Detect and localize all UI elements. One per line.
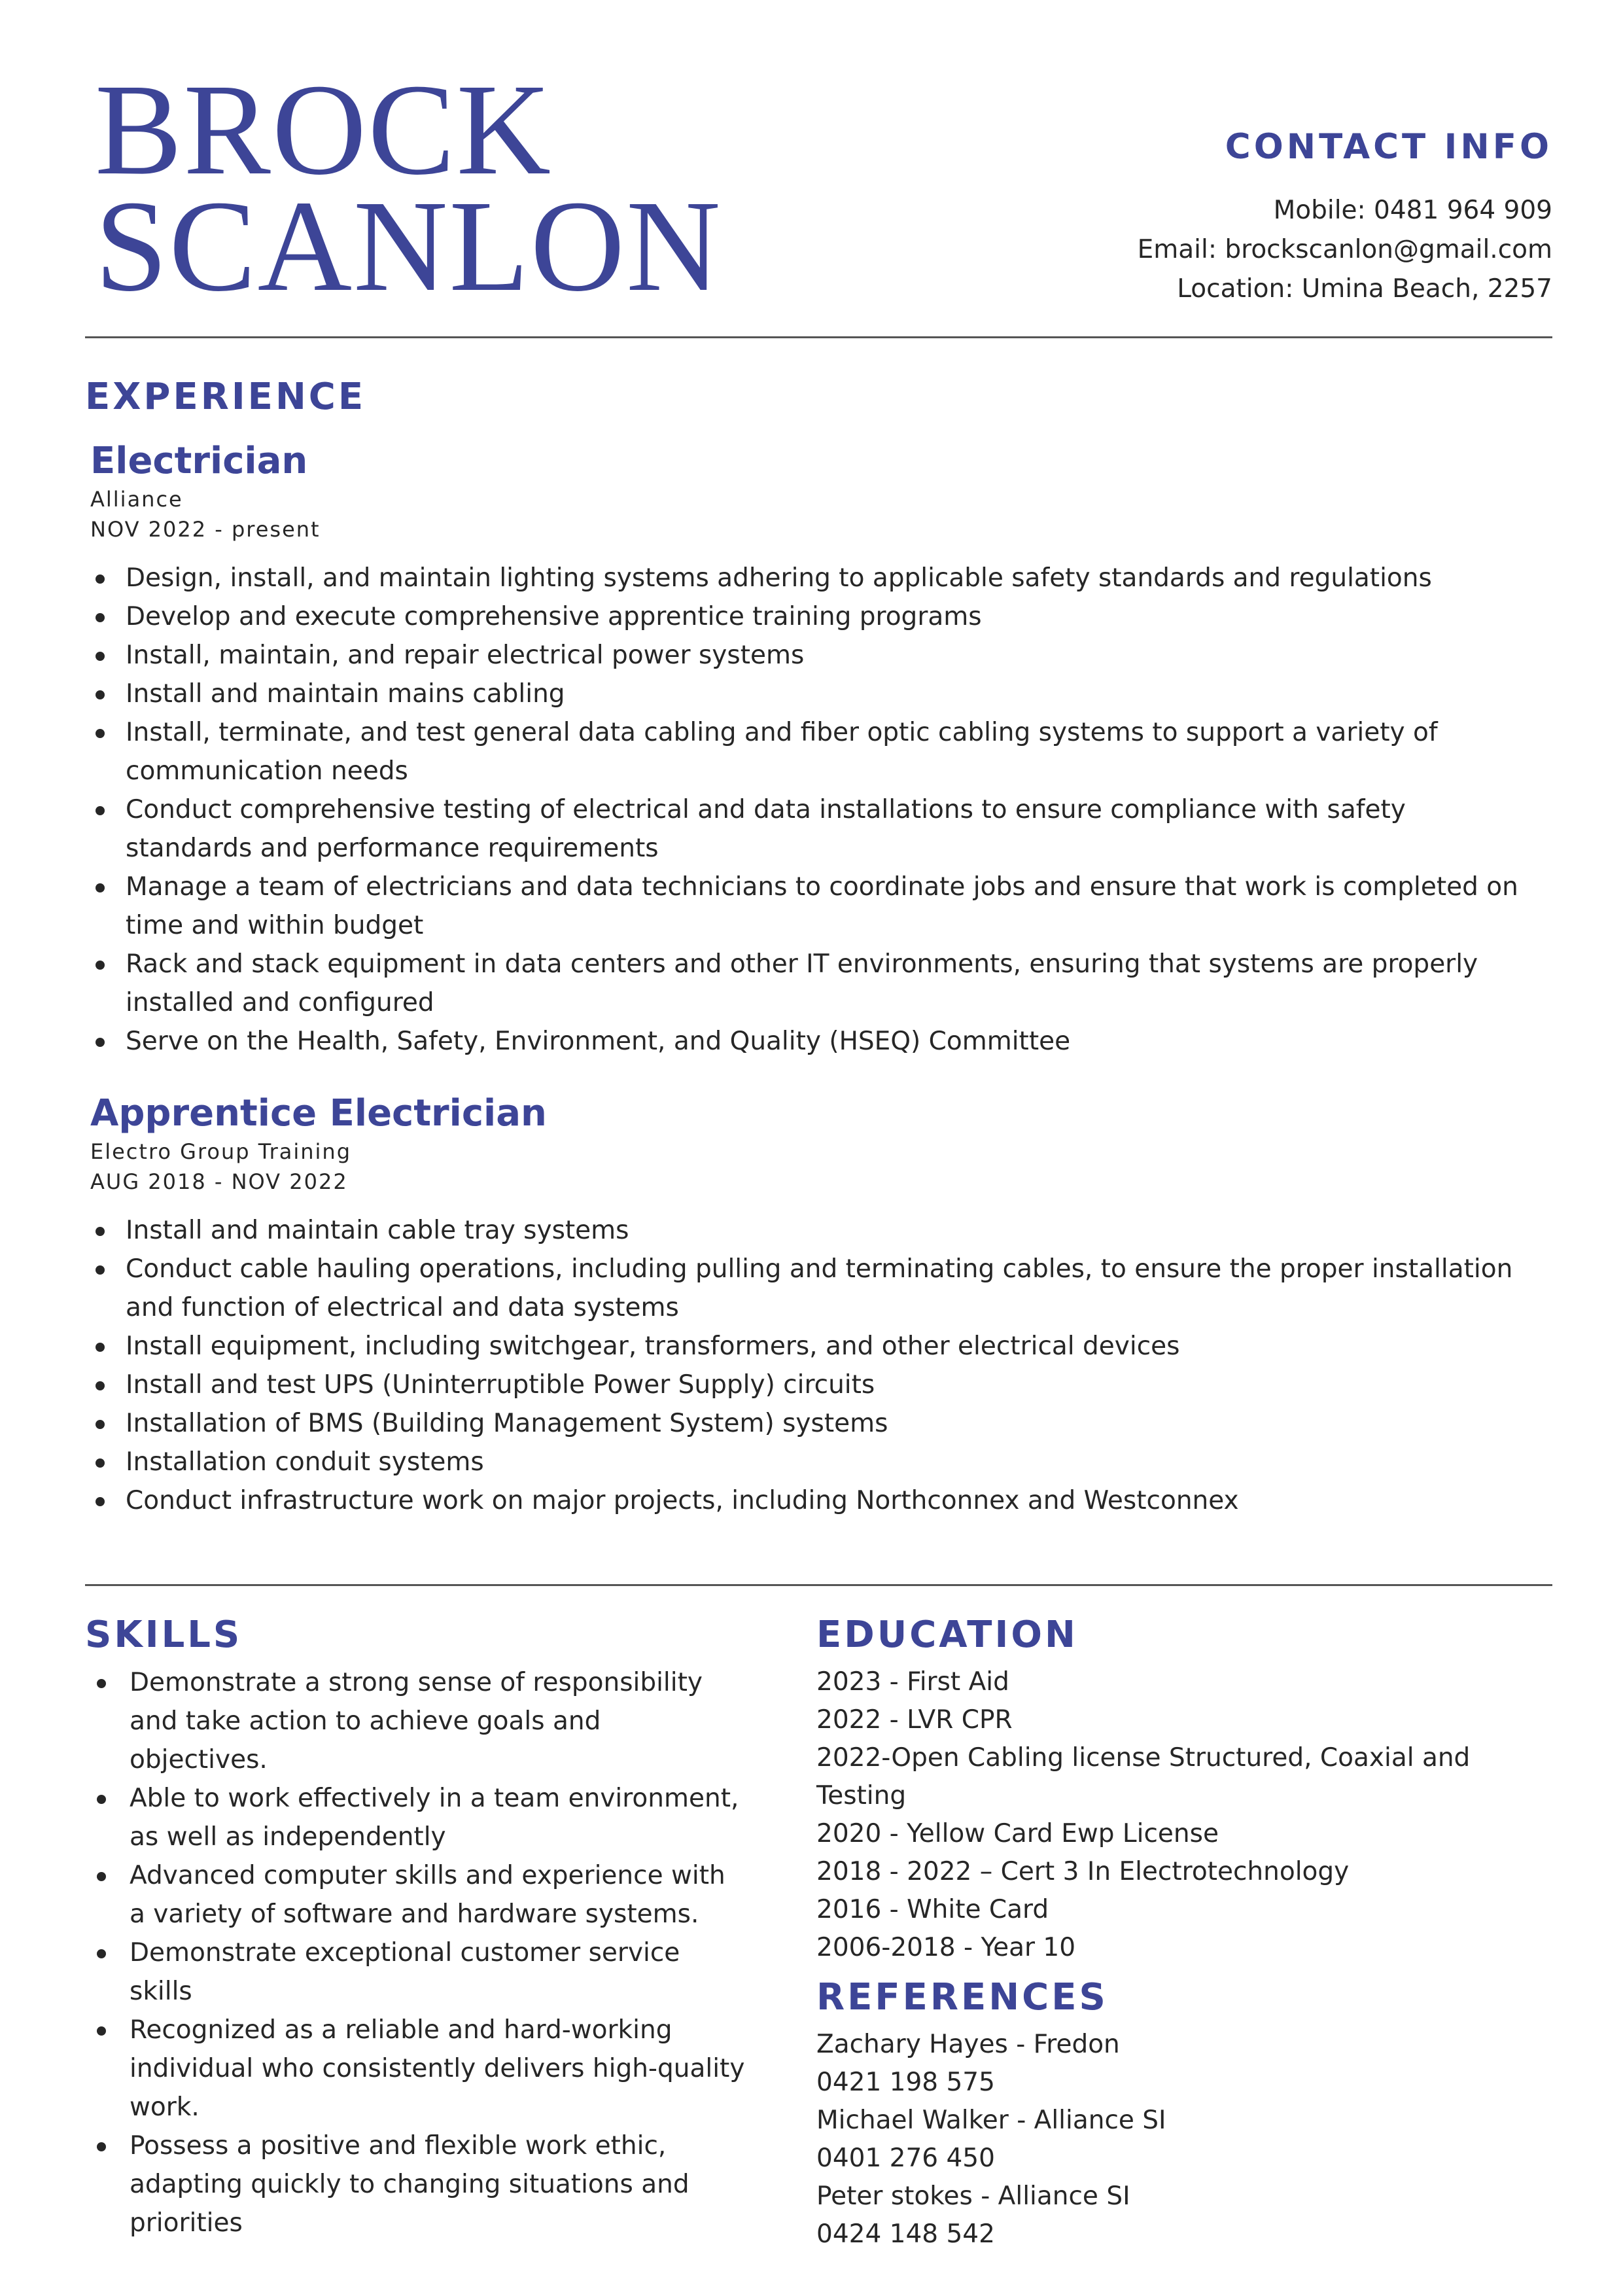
list-item: Conduct cable hauling operations, including pulling and terminating cables, to ensure the proper installation and function of electrical and data systems xyxy=(90,1250,1539,1327)
skills-list xyxy=(85,1663,746,2242)
candidate-name xyxy=(95,58,722,319)
education-section xyxy=(816,1612,1552,1967)
contact-mobile: Mobile: 0481 964 909 xyxy=(1273,196,1552,225)
contact-title: CONTACT INFO xyxy=(1225,127,1552,167)
list-item: Demonstrate exceptional customer service skills xyxy=(85,1934,746,2011)
list-item: Possess a positive and flexible work ethic, adapting quickly to changing situations and priorities xyxy=(85,2127,746,2242)
list-item: Install and test UPS (Uninterruptible Power Supply) circuits xyxy=(90,1366,1539,1404)
job-title: Electrician xyxy=(90,440,308,482)
job-title: Apprentice Electrician xyxy=(90,1092,547,1135)
list-item: Advanced computer skills and experience with a variety of software and hardware systems. xyxy=(85,1856,746,1934)
contact-info xyxy=(1138,124,1552,309)
list-item: Rack and stack equipment in data centers and other IT environments, ensuring that systems are properly installed and configured xyxy=(90,945,1539,1022)
divider xyxy=(85,336,1552,338)
job-company: Electro Group Training xyxy=(90,1139,351,1164)
list-item: Serve on the Health, Safety, Environment, and Quality (HSEQ) Committee xyxy=(90,1022,1539,1061)
contact-email: Email: brockscanlon@gmail.com xyxy=(1137,235,1552,264)
list-item: 2022-Open Cabling license Structured, Coaxial and Testing xyxy=(816,1743,1471,1810)
job-bullets xyxy=(90,559,1539,1061)
list-item: Demonstrate a strong sense of responsibility and take action to achieve goals and objectives. xyxy=(85,1663,746,1779)
experience-section xyxy=(85,374,1552,1520)
list-item: Able to work effectively in a team environment, as well as independently xyxy=(85,1779,746,1856)
name-last: SCANLON xyxy=(95,174,722,319)
list-item: 2023 - First Aid xyxy=(816,1667,1009,1697)
references-section xyxy=(816,1975,1552,2253)
job-apprentice-electrician xyxy=(85,1091,1552,1520)
list-item: Install, terminate, and test general data cabling and fiber optic cabling systems to support a variety of communication needs xyxy=(90,713,1539,790)
list-item: 0424 148 542 xyxy=(816,2219,995,2249)
list-item: Conduct infrastructure work on major projects, including Northconnex and Westconnex xyxy=(90,1481,1539,1520)
name-first: BROCK xyxy=(95,58,553,202)
list-item: 2016 - White Card xyxy=(816,1895,1049,1924)
list-item: Installation conduit systems xyxy=(90,1443,1539,1481)
job-dates: AUG 2018 - NOV 2022 xyxy=(90,1169,348,1194)
list-item: Recognized as a reliable and hard-working individual who consistently delivers high-quality work. xyxy=(85,2011,746,2127)
list-item: Install, maintain, and repair electrical power systems xyxy=(90,636,1539,675)
divider xyxy=(85,1584,1552,1586)
references-title: REFERENCES xyxy=(816,1976,1108,2019)
list-item: 2020 - Yellow Card Ewp License xyxy=(816,1819,1219,1848)
job-bullets xyxy=(90,1211,1539,1520)
list-item: Peter stokes - Alliance SI xyxy=(816,2181,1130,2211)
list-item: Michael Walker - Alliance SI xyxy=(816,2106,1166,2135)
list-item: Conduct comprehensive testing of electrical and data installations to ensure compliance with safety standards and performance requirements xyxy=(90,790,1539,868)
list-item: Manage a team of electricians and data technicians to coordinate jobs and ensure that work is completed on time and within budget xyxy=(90,868,1539,945)
job-dates: NOV 2022 - present xyxy=(90,517,321,542)
list-item: Installation of BMS (Building Management System) systems xyxy=(90,1404,1539,1443)
list-item: 2022 - LVR CPR xyxy=(816,1705,1013,1735)
list-item: Design, install, and maintain lighting systems adhering to applicable safety standards and regulations xyxy=(90,559,1539,597)
education-title: EDUCATION xyxy=(816,1614,1078,1656)
contact-location: Location: Umina Beach, 2257 xyxy=(1177,274,1552,304)
list-item: 0421 198 575 xyxy=(816,2068,995,2097)
skills-section xyxy=(85,1612,746,2242)
education-list xyxy=(816,1663,1552,1967)
list-item: 2018 - 2022 – Cert 3 In Electrotechnology xyxy=(816,1857,1350,1886)
job-electrician xyxy=(85,438,1552,1061)
experience-title: EXPERIENCE xyxy=(85,376,366,418)
list-item: Install and maintain mains cabling xyxy=(90,675,1539,713)
job-company: Alliance xyxy=(90,487,183,512)
list-item: Install equipment, including switchgear, transformers, and other electrical devices xyxy=(90,1327,1539,1366)
list-item: 0401 276 450 xyxy=(816,2144,995,2173)
references-list xyxy=(816,2026,1552,2253)
skills-title: SKILLS xyxy=(85,1614,243,1656)
list-item: 2006-2018 - Year 10 xyxy=(816,1933,1076,1962)
list-item: Zachary Hayes - Fredon xyxy=(816,2030,1120,2059)
list-item: Develop and execute comprehensive apprentice training programs xyxy=(90,597,1539,636)
list-item: Install and maintain cable tray systems xyxy=(90,1211,1539,1250)
